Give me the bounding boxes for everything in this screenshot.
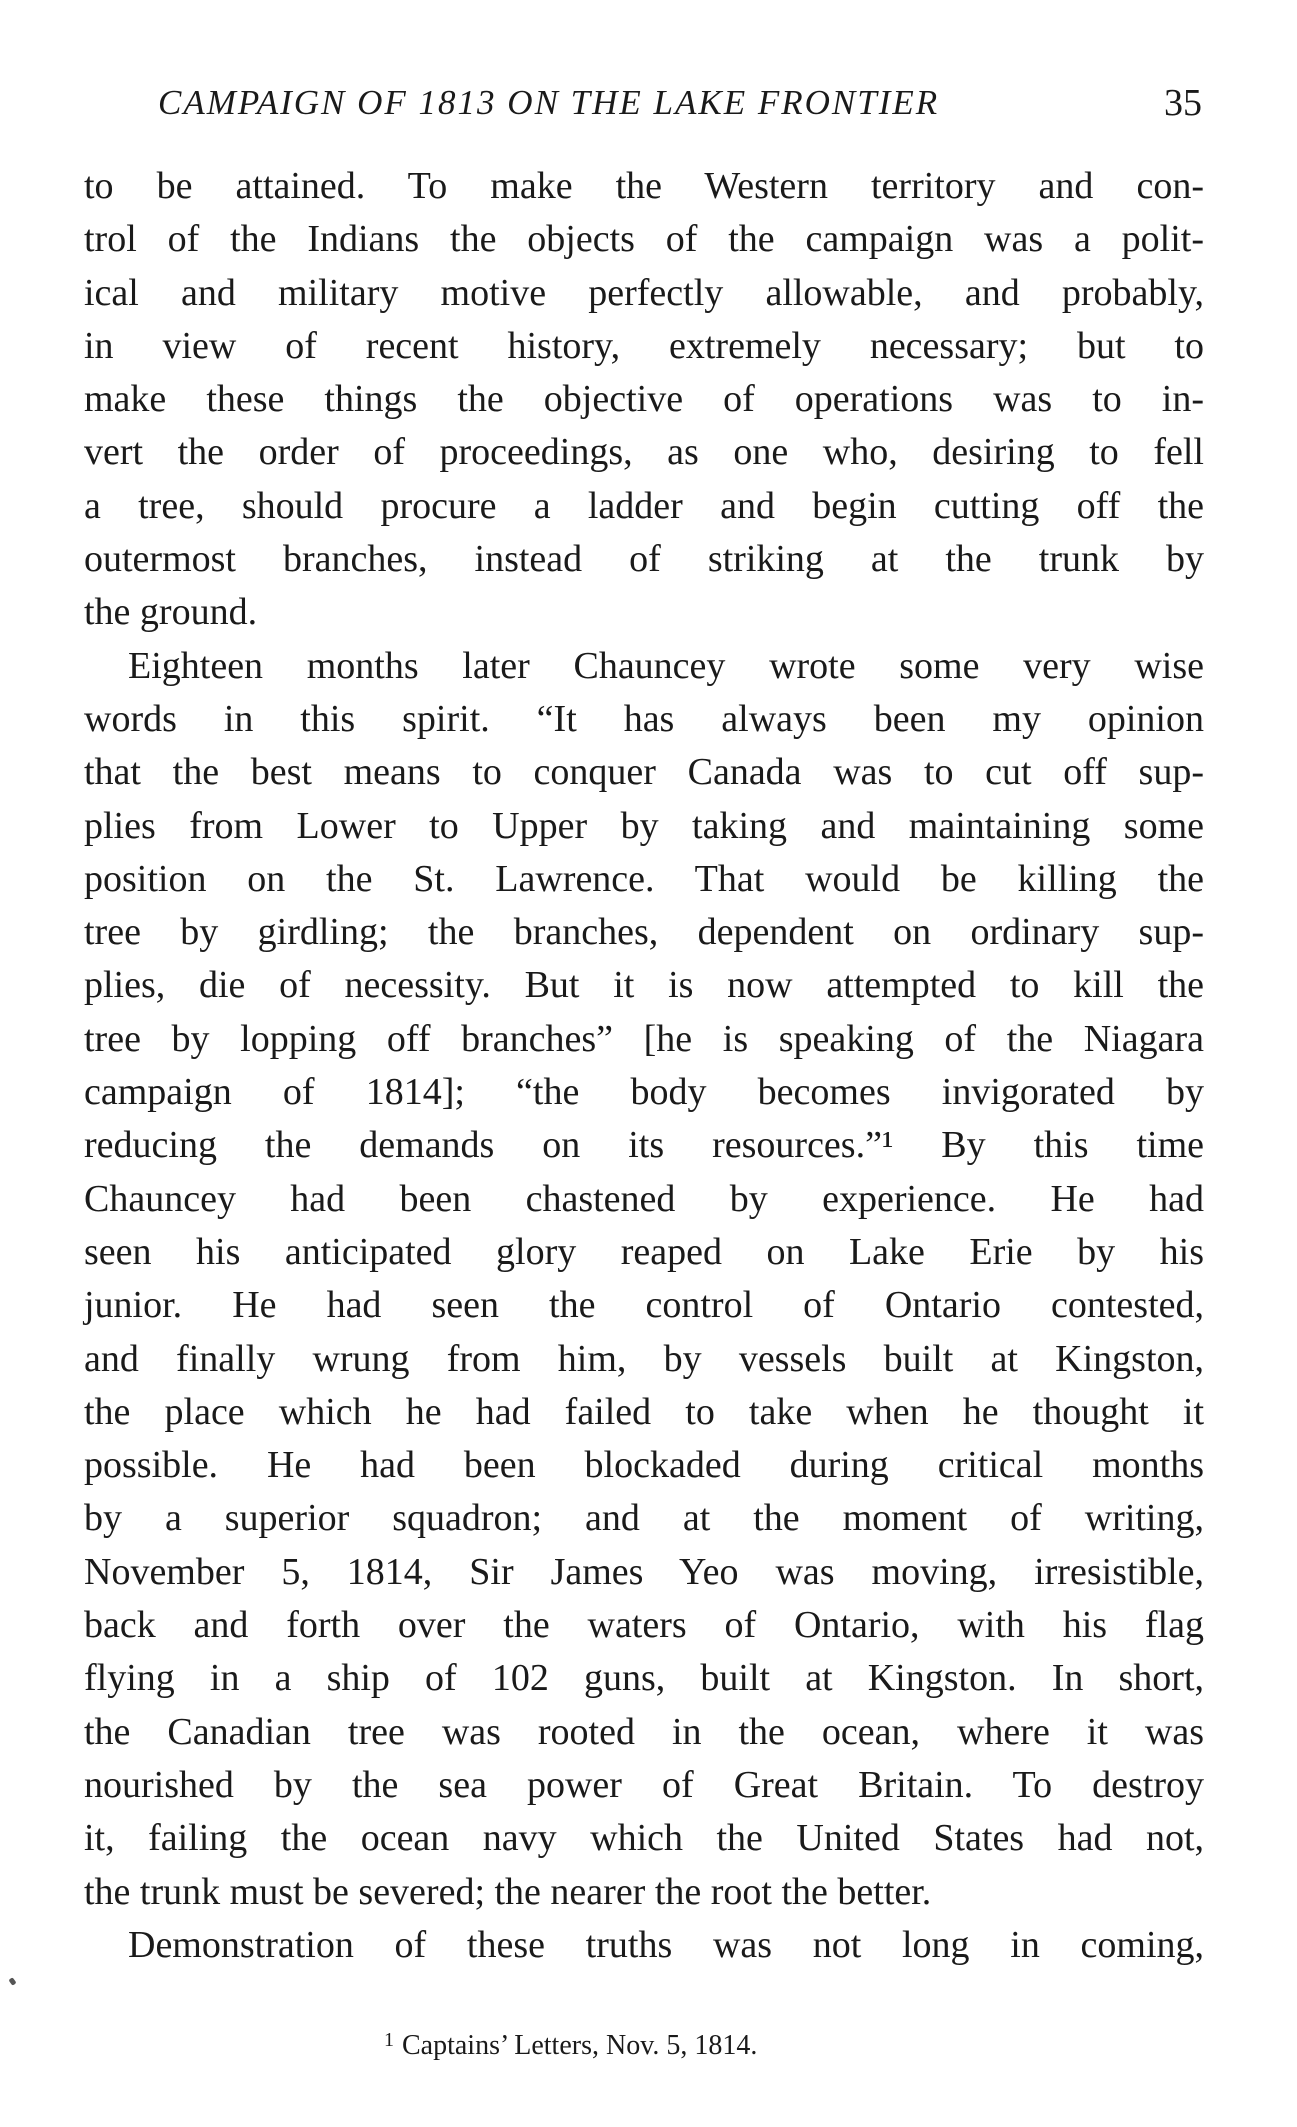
- text-line: junior. He had seen the control of Ontario contested,: [84, 1284, 1204, 1327]
- text-line: seen his anticipated glory reaped on Lake Erie by his: [84, 1230, 1204, 1273]
- footnote: [384, 2020, 757, 2066]
- text-line: position on the St. Lawrence. That would be killing the: [84, 857, 1204, 900]
- text-line: to be attained. To make the Western territory and con-: [84, 165, 1204, 207]
- footnote-text: Captains’ Letters, Nov. 5, 1814.: [402, 2030, 758, 2061]
- text-line: nourished by the sea power of Great Britain. To destroy: [84, 1763, 1204, 1806]
- text-line: by a superior squadron; and at the moment of writing,: [84, 1497, 1204, 1540]
- ink-speck: [8, 1977, 16, 1986]
- text-line: reducing the demands on its resources.”¹ By this time: [84, 1124, 1204, 1167]
- text-line: the trunk must be severed; the nearer the root the better.: [84, 1870, 932, 1913]
- text-line: plies, die of necessity. But it is now attempted to kill the: [84, 964, 1204, 1007]
- text-line: possible. He had been blockaded during critical months: [84, 1444, 1204, 1487]
- text-line: make these things the objective of operations was to in-: [84, 378, 1204, 421]
- text-line: vert the order of proceedings, as one who, desiring to fell: [84, 431, 1204, 474]
- text-line: plies from Lower to Upper by taking and maintaining some: [84, 804, 1204, 847]
- page-number: 35: [1164, 82, 1202, 124]
- text-line: outermost branches, instead of striking at the trunk by: [84, 538, 1204, 581]
- text-line: trol of the Indians the objects of the campaign was a polit-: [84, 218, 1204, 261]
- text-line: the Canadian tree was rooted in the ocean, where it was: [84, 1710, 1204, 1753]
- text-line: November 5, 1814, Sir James Yeo was moving, irresistible,: [84, 1550, 1204, 1593]
- text-line: the place which he had failed to take when he thought it: [84, 1390, 1204, 1433]
- text-line: it, failing the ocean navy which the United States had not,: [84, 1817, 1204, 1860]
- text-line: back and forth over the waters of Ontario, with his flag: [84, 1604, 1204, 1647]
- text-line: Chauncey had been chastened by experience. He had: [84, 1177, 1204, 1220]
- text-line: Demonstration of these truths was not long in coming,: [128, 1923, 1204, 1966]
- body-text: [84, 160, 1204, 1972]
- text-line: and finally wrung from him, by vessels built at Kingston,: [84, 1337, 1204, 1380]
- text-line: the ground.: [84, 591, 258, 634]
- text-line: a tree, should procure a ladder and begin cutting off the: [84, 484, 1204, 527]
- text-line: ical and military motive perfectly allowable, and probably,: [84, 271, 1204, 314]
- text-line: tree by lopping off branches” [he is speaking of the Niagara: [84, 1017, 1204, 1060]
- running-title: CAMPAIGN OF 1813 ON THE LAKE FRONTIER: [158, 83, 940, 122]
- text-line: in view of recent history, extremely necessary; but to: [84, 324, 1204, 367]
- text-line: Eighteen months later Chauncey wrote some very wise: [128, 644, 1204, 687]
- text-line: campaign of 1814]; “the body becomes invigorated by: [84, 1071, 1204, 1114]
- text-line: words in this spirit. “It has always been my opinion: [84, 697, 1204, 740]
- text-line: flying in a ship of 102 guns, built at Kingston. In short,: [84, 1657, 1204, 1700]
- running-header: [150, 78, 1202, 128]
- text-line: tree by girdling; the branches, dependent on ordinary sup-: [84, 911, 1204, 954]
- footnote-marker: 1: [384, 2029, 394, 2051]
- text-line: that the best means to conquer Canada was to cut off sup-: [84, 751, 1204, 794]
